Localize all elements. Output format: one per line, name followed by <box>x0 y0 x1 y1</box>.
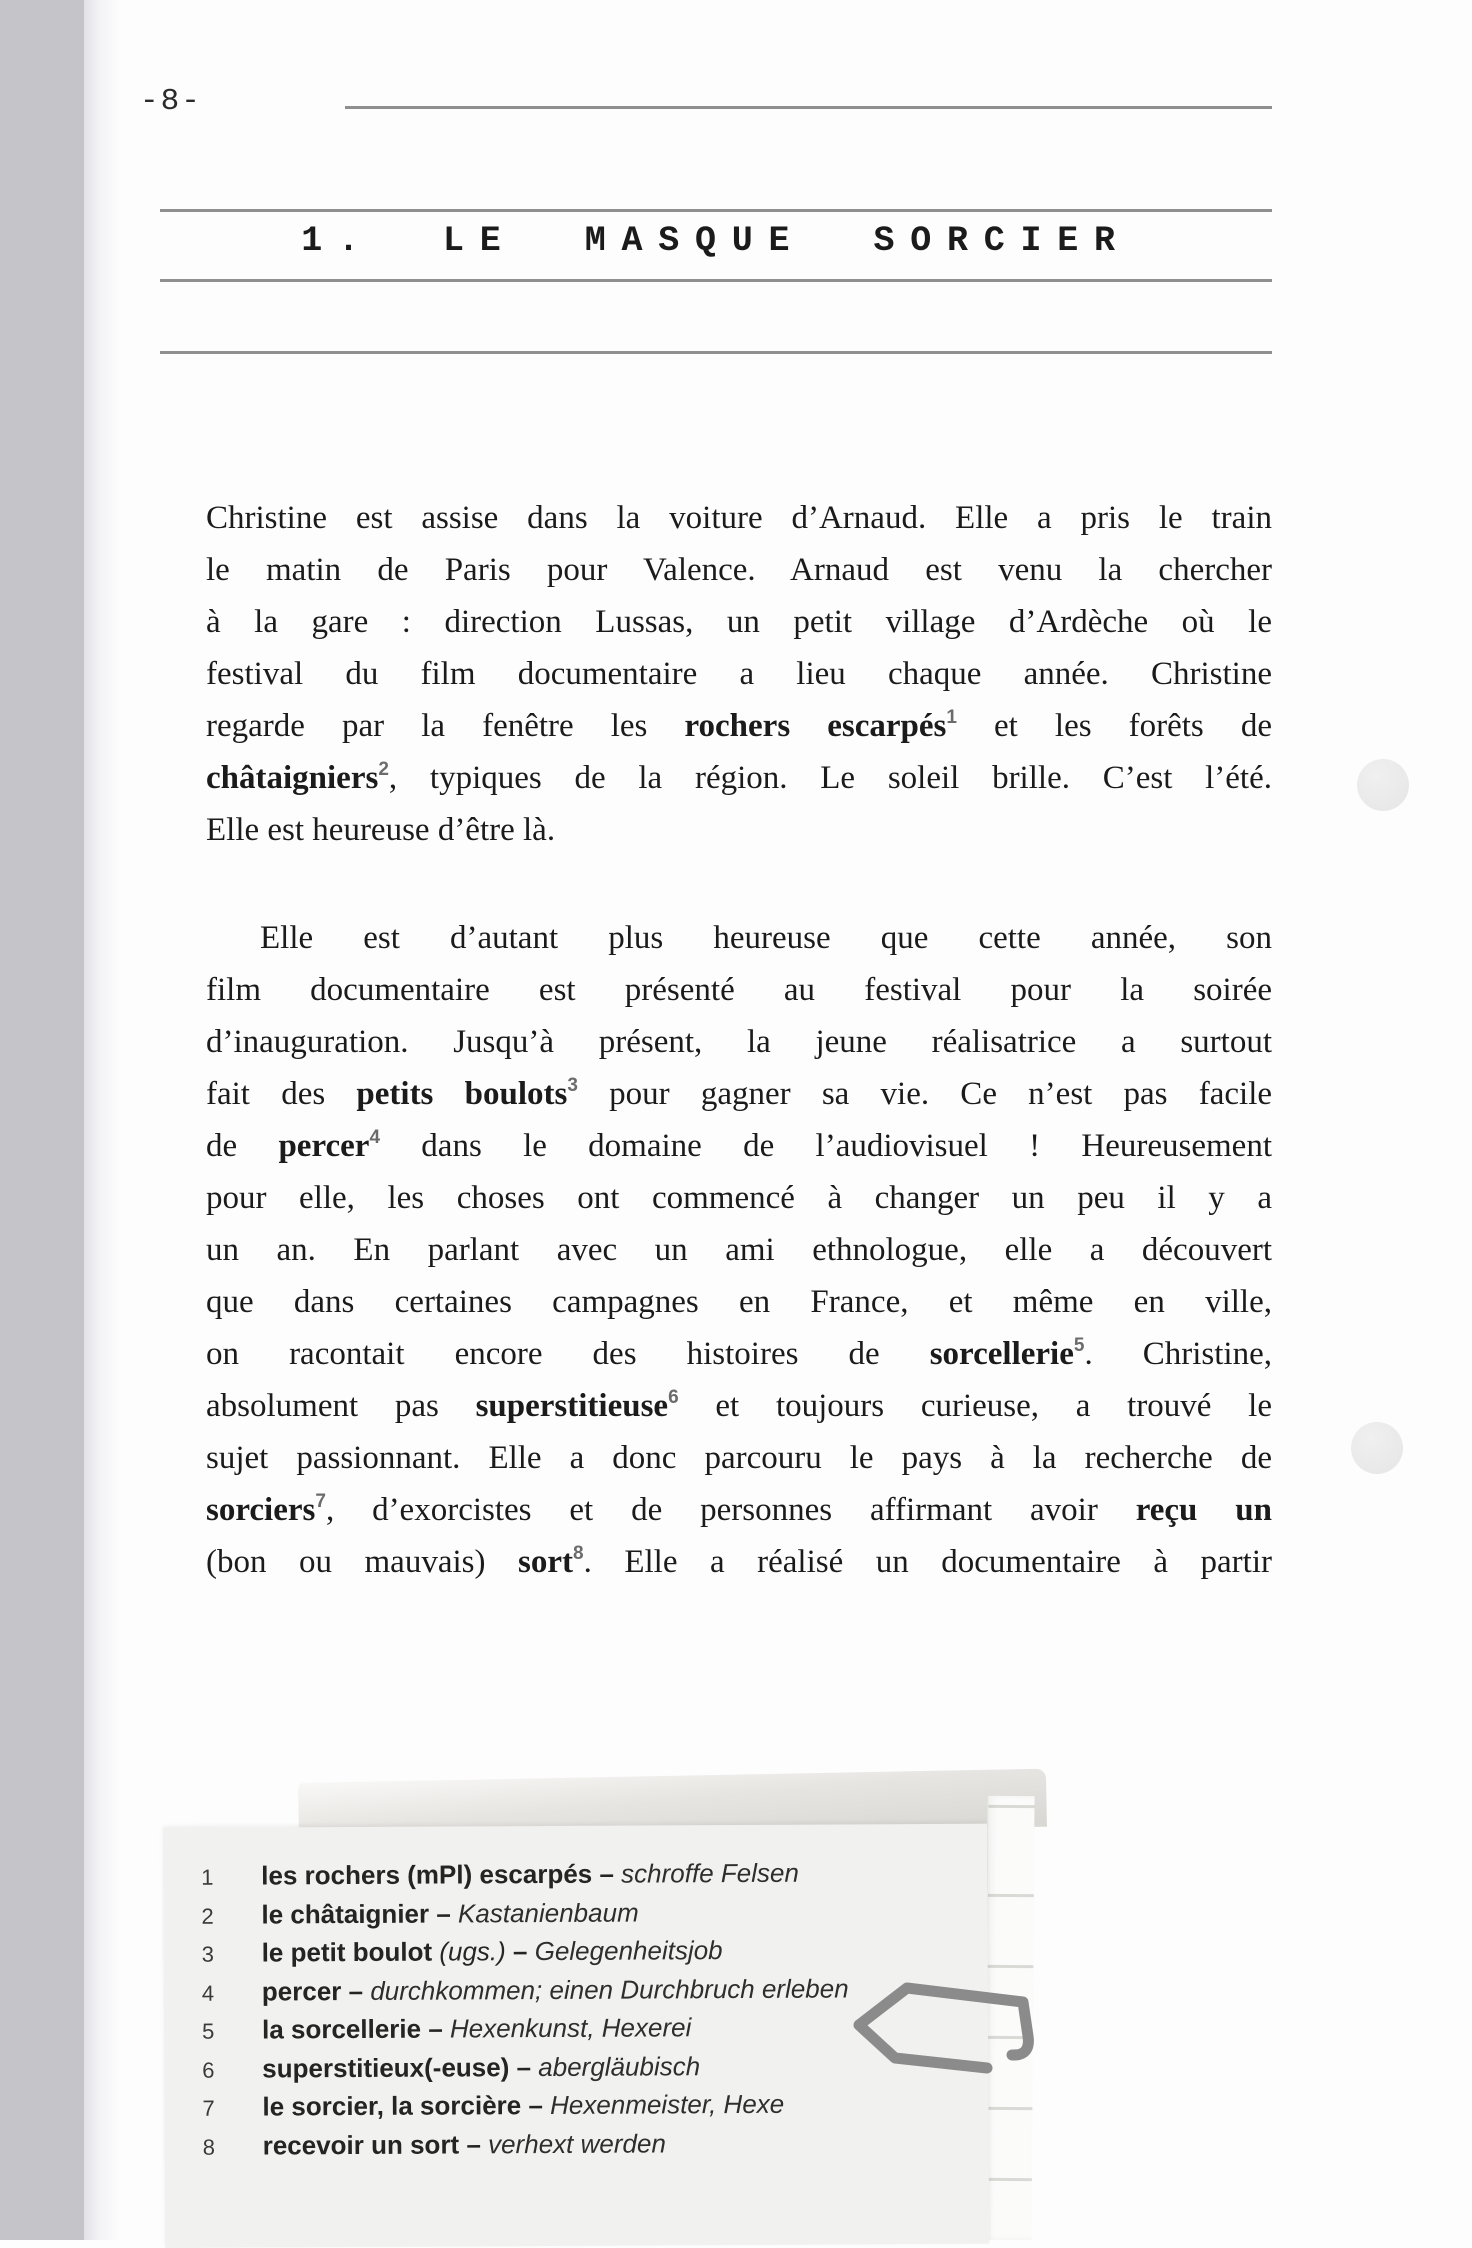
text-line <box>206 492 1272 544</box>
vocab-term: châtaigniers <box>206 760 379 796</box>
footnote-translation-de: durchkommen; einen Durchbruch erleben <box>370 1972 849 2006</box>
paperclip-icon <box>845 1972 1045 2087</box>
footnote-separator: – <box>592 1858 622 1889</box>
text-span: d’inauguration. Jusqu’à présent, la jeune réalisatrice a surtout <box>206 1024 1272 1060</box>
vocab-term: sorcellerie <box>929 1336 1074 1372</box>
text-span: à la gare : direction Lussas, un petit village d’Ardèche où le <box>206 604 1272 640</box>
footnote-separator: – <box>459 2128 489 2159</box>
footnote-number: 4 <box>201 1980 215 2006</box>
article-text <box>206 492 1272 1588</box>
footnote-term-fr: le petit boulot <box>261 1936 433 1968</box>
text-line <box>206 804 1272 856</box>
text-span: absolument pas <box>206 1388 476 1424</box>
text-line <box>206 1068 1272 1120</box>
footnote-number: 7 <box>202 2095 215 2121</box>
footnote-ref: 3 <box>567 1075 578 1096</box>
footnote-ref: 5 <box>1073 1335 1085 1356</box>
text-span: de <box>206 1128 279 1164</box>
footnote-translation-de: Hexenkunst, Hexerei <box>449 2012 692 2044</box>
vocab-term: petits boulots <box>356 1076 568 1112</box>
text-span: fait des <box>206 1076 357 1112</box>
text-line <box>206 964 1272 1016</box>
scan-edge-gray <box>0 0 84 2240</box>
footnote-row <box>164 1931 988 1974</box>
text-line <box>206 1224 1272 1276</box>
text-span: et les forêts de <box>956 708 1272 744</box>
text-span: Christine est assise dans la voiture d’Arnaud. Elle a pris le train <box>206 500 1272 536</box>
text-line <box>206 1484 1272 1536</box>
text-span: pour elle, les choses ont commencé à changer un peu il y a <box>206 1180 1272 1216</box>
footnote-term-fr: recevoir un sort <box>262 2128 460 2160</box>
footnote-term-fr: percer <box>261 1975 342 2006</box>
page-number: -8- <box>140 84 202 119</box>
text-span: sujet passionnant. Elle a donc parcouru le pays à la recherche de <box>206 1440 1272 1476</box>
subtitle-rule <box>160 351 1272 354</box>
footnote-translation-de: Kastanienbaum <box>457 1897 639 1928</box>
footnote-separator: – <box>521 2089 551 2121</box>
chapter-title: 1. LE MASQUE SORCIER <box>301 221 1131 261</box>
text-line <box>206 1120 1272 1172</box>
text-line <box>206 1328 1272 1380</box>
footnote-term-fr: le châtaignier <box>261 1898 430 1929</box>
footnote-separator: – <box>428 1897 459 1929</box>
footnote-separator: – <box>505 1936 535 1967</box>
footnote-ref: 8 <box>572 1543 584 1564</box>
text-line <box>206 648 1272 700</box>
text-line <box>206 1380 1272 1432</box>
text-span: festival du film documentaire a lieu chaque année. Christine <box>206 656 1272 692</box>
text-span: dans le domaine de l’audiovisuel ! Heureusement <box>380 1128 1272 1164</box>
text-line <box>206 1432 1272 1484</box>
footnote-ref: 2 <box>378 759 389 780</box>
page-hole-mark <box>1351 1422 1403 1474</box>
text-span: (bon ou mauvais) <box>206 1544 518 1580</box>
text-line <box>206 700 1272 752</box>
footnote-translation-de: verhext werden <box>488 2127 666 2159</box>
text-span: . Christine, <box>1084 1336 1272 1372</box>
text-span: pour gagner sa vie. Ce n’est pas facile <box>577 1076 1273 1112</box>
vocab-term: percer <box>278 1128 370 1164</box>
footnote-translation-de: abergläubisch <box>538 2050 701 2082</box>
title-rule-bottom <box>160 279 1272 282</box>
vocab-term: superstitieuse <box>475 1388 669 1424</box>
footnote-row <box>165 2123 989 2166</box>
text-line <box>206 1172 1272 1224</box>
vocab-term: sorciers <box>206 1492 316 1528</box>
vocab-term: rochers escarpés <box>684 708 947 744</box>
text-span: film documentaire est présenté au festival pour la soirée <box>206 972 1272 1008</box>
vocab-term: sort <box>518 1544 573 1580</box>
footnote-translation-de: Hexenmeister, Hexe <box>550 2088 785 2120</box>
text-line <box>206 544 1272 596</box>
footnote-term-fr: superstitieux(-euse) <box>262 2051 510 2083</box>
text-span: le matin de Paris pour Valence. Arnaud est venu la chercher <box>206 552 1272 588</box>
text-span: . Elle a réalisé un documentaire à partir <box>583 1544 1273 1580</box>
footnote-separator: – <box>509 2051 539 2082</box>
footnote-row <box>163 1854 987 1897</box>
footnote-number: 5 <box>201 2018 215 2044</box>
text-line <box>206 1536 1272 1588</box>
paragraph <box>206 912 1272 1588</box>
footnote-term-fr: le sorcier, la sorcière <box>262 2090 522 2122</box>
footnote-number: 1 <box>201 1864 214 1890</box>
text-span: regarde par la fenêtre les <box>206 708 685 744</box>
footnote-ref: 7 <box>315 1491 326 1512</box>
footnote-text <box>261 1854 987 1894</box>
text-span: Elle est heureuse d’être là. <box>206 812 556 848</box>
text-span: un an. En parlant avec un ami ethnologue, elle a découvert <box>206 1232 1272 1268</box>
text-line <box>206 912 1272 964</box>
footnote-text <box>262 1931 988 1971</box>
scan-edge-highlight <box>84 0 120 2240</box>
footnote-row <box>163 1892 987 1935</box>
text-line <box>206 1016 1272 1068</box>
text-span: que dans certaines campagnes en France, et même en ville, <box>206 1284 1272 1320</box>
text-span: on racontait encore des histoires de <box>206 1336 930 1372</box>
page-hole-mark <box>1357 759 1409 811</box>
footnote-ref: 6 <box>668 1387 679 1408</box>
footnote-number: 6 <box>202 2057 215 2083</box>
footnote-ref: 4 <box>369 1127 381 1148</box>
vocab-term: reçu un <box>1135 1492 1272 1528</box>
text-line <box>206 596 1272 648</box>
footnote-number: 3 <box>201 1941 214 1967</box>
text-span: , d’exorcistes et de personnes affirmant avoir <box>325 1492 1136 1528</box>
footnote-text <box>261 1892 987 1932</box>
footnote-text <box>262 2085 988 2125</box>
header-rule <box>345 106 1272 109</box>
footnote-number: 8 <box>202 2134 215 2160</box>
footnote-ref: 1 <box>946 707 957 728</box>
footnote-translation-de: schroffe Felsen <box>621 1857 799 1889</box>
footnote-separator: – <box>341 1975 371 2006</box>
footnote-separator: – <box>420 2013 451 2044</box>
footnote-usage-note: (ugs.) <box>431 1936 506 1967</box>
paragraph <box>206 492 1272 856</box>
footnote-translation-de: Gelegenheitsjob <box>534 1935 723 1967</box>
text-span: et toujours curieuse, a trouvé le <box>678 1388 1272 1424</box>
footnote-term-fr: la sorcellerie <box>261 2013 422 2045</box>
text-span: Elle est d’autant plus heureuse que cette année, son <box>260 920 1272 956</box>
footnote-row <box>164 2085 988 2128</box>
text-line <box>206 752 1272 804</box>
footnote-number: 2 <box>201 1903 214 1929</box>
footnote-text <box>263 2123 989 2163</box>
text-line <box>206 1276 1272 1328</box>
footnote-term-fr: les rochers (mPl) escarpés <box>261 1858 593 1891</box>
title-rule-top <box>160 209 1272 212</box>
text-span: , typiques de la région. Le soleil brille. C’est l’été. <box>388 760 1272 796</box>
